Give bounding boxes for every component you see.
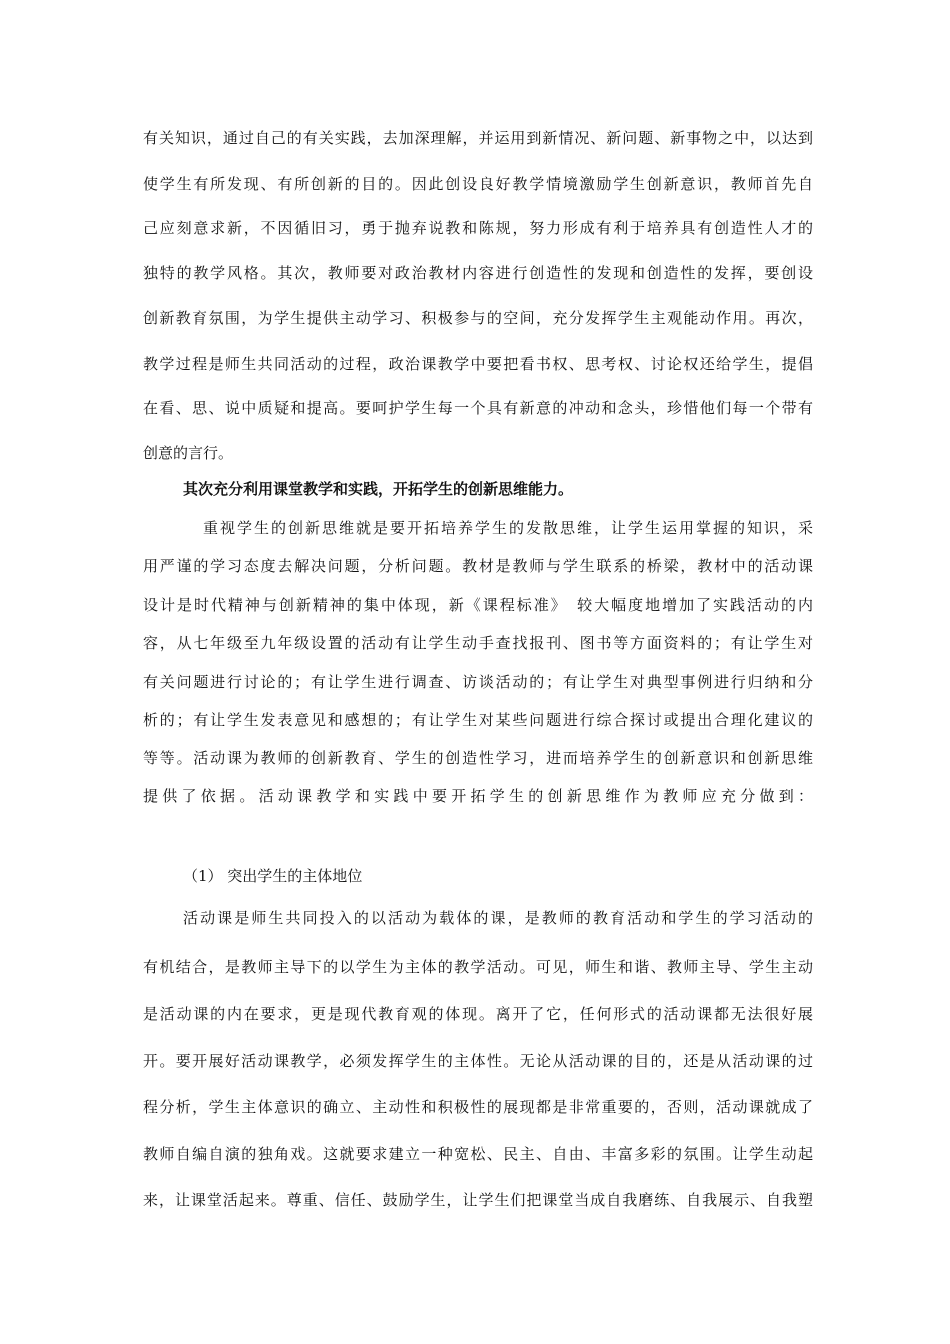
text-line: 创新教育氛围，为学生提供主动学习、积极参与的空间，充分发挥学生主观能动作用。再次， — [143, 309, 813, 327]
text-line: 开。要开展好活动课教学，必须发挥学生的主体性。无论从活动课的目的，还是从活动课的过 — [143, 1052, 813, 1070]
text-line: 来，让课堂活起来。尊重、信任、鼓励学生，让学生们把课堂当成自我磨练、自我展示、自我塑 — [143, 1191, 813, 1209]
text-line: 程分析，学生主体意识的确立、主动性和积极性的展现都是非常重要的，否则，活动课就成了 — [143, 1098, 813, 1116]
text-line: 等等。活动课为教师的创新教育、学生的创造性学习，进而培养学生的创新意识和创新思维 — [143, 749, 813, 767]
text-line: 设计是时代精神与创新精神的集中体现，新《课程标准》 较大幅度地增加了实践活动的内 — [143, 596, 813, 614]
text-line: 教学过程是师生共同活动的过程，政治课教学中要把看书权、思考权、讨论权还给学生，提倡 — [143, 355, 813, 373]
text-line: 己应刻意求新，不因循旧习，勇于抛弃说教和陈规，努力形成有利于培养具有创造性人才的 — [143, 219, 813, 237]
text-line: 有机结合，是教师主导下的以学生为主体的教学活动。可见，师生和谐、教师主导、学生主动 — [143, 958, 813, 976]
text-line: 独特的教学风格。其次，教师要对政治教材内容进行创造性的发现和创造性的发挥，要创设 — [143, 264, 813, 282]
text-line: 有关知识，通过自己的有关实践，去加深理解，并运用到新情况、新问题、新事物之中，以达到 — [143, 129, 813, 147]
text-line: 有关问题进行讨论的；有让学生进行调查、访谈活动的；有让学生对典型事例进行归纳和分 — [143, 673, 813, 691]
text-line: 是活动课的内在要求，更是现代教育观的体现。离开了它，任何形式的活动课都无法很好展 — [143, 1005, 813, 1023]
text-line: 活动课是师生共同投入的以活动为载体的课，是教师的教育活动和学生的学习活动的 — [183, 909, 813, 927]
text-line: 提供了依据。活动课教学和实践中要开拓学生的创新思维作为教师应充分做到： — [143, 787, 813, 805]
text-line: 重视学生的创新思维就是要开拓培养学生的发散思维，让学生运用掌握的知识，采 — [203, 519, 813, 537]
text-line: 用严谨的学习态度去解决问题，分析问题。教材是教师与学生联系的桥梁，教材中的活动课 — [143, 557, 813, 575]
subsection-heading: （1） 突出学生的主体地位 — [183, 867, 363, 885]
section-heading: 其次充分利用课堂教学和实践，开拓学生的创新思维能力。 — [183, 480, 574, 498]
text-line: 在看、思、说中质疑和提高。要呵护学生每一个具有新意的冲动和念头，珍惜他们每一个带有 — [143, 399, 813, 417]
text-line: 教师自编自演的独角戏。这就要求建立一种宽松、民主、自由、丰富多彩的氛围。让学生动起 — [143, 1145, 813, 1163]
text-line: 创意的言行。 — [143, 444, 234, 462]
text-line: 容，从七年级至九年级设置的活动有让学生动手查找报刊、图书等方面资料的；有让学生对 — [143, 634, 813, 652]
text-line: 使学生有所发现、有所创新的目的。因此创设良好教学情境激励学生创新意识，教师首先自 — [143, 175, 813, 193]
text-line: 析的；有让学生发表意见和感想的；有让学生对某些问题进行综合探讨或提出合理化建议的 — [143, 711, 813, 729]
